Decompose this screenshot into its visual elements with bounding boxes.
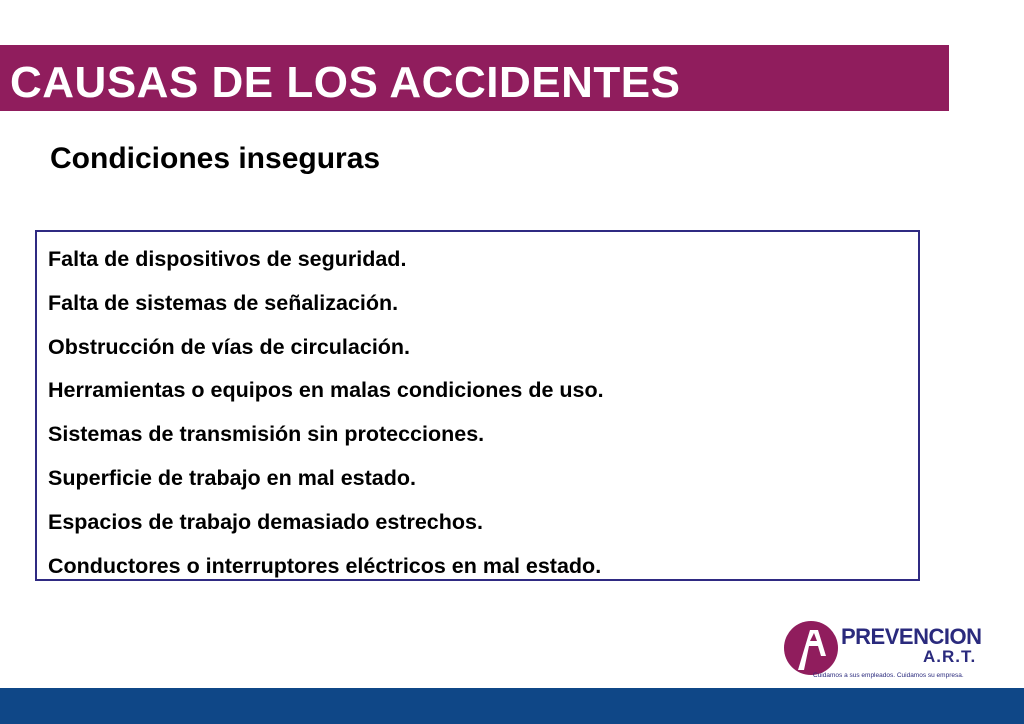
condition-item: Falta de sistemas de señalización. — [48, 290, 399, 315]
logo-sub: A.R.T. — [923, 647, 977, 666]
logo-mark-icon — [783, 618, 843, 680]
footer-band — [0, 688, 1024, 724]
condition-item: Superficie de trabajo en mal estado. — [48, 465, 416, 490]
conditions-list — [37, 232, 918, 588]
condition-item: Falta de dispositivos de seguridad. — [48, 247, 407, 271]
slide-subtitle: Condiciones inseguras — [50, 142, 381, 175]
condition-item: Obstrucción de vías de circulación. — [48, 334, 411, 359]
slide-title: CAUSAS DE LOS ACCIDENTES — [10, 58, 681, 107]
condition-item: Espacios de trabajo demasiado estrechos. — [48, 509, 483, 534]
conditions-box — [35, 230, 920, 581]
logo-name: PREVENCION — [841, 624, 982, 649]
prevencion-logo — [783, 618, 1003, 686]
condition-item: Conductores o interruptores eléctricos en mal estado. — [48, 553, 602, 578]
condition-item: Sistemas de transmisión sin protecciones. — [48, 422, 485, 447]
condition-item: Herramientas o equipos en malas condiciones de uso. — [48, 378, 604, 403]
logo-tagline: Cuidamos a sus empleados. Cuidamos su empresa. — [813, 672, 964, 679]
